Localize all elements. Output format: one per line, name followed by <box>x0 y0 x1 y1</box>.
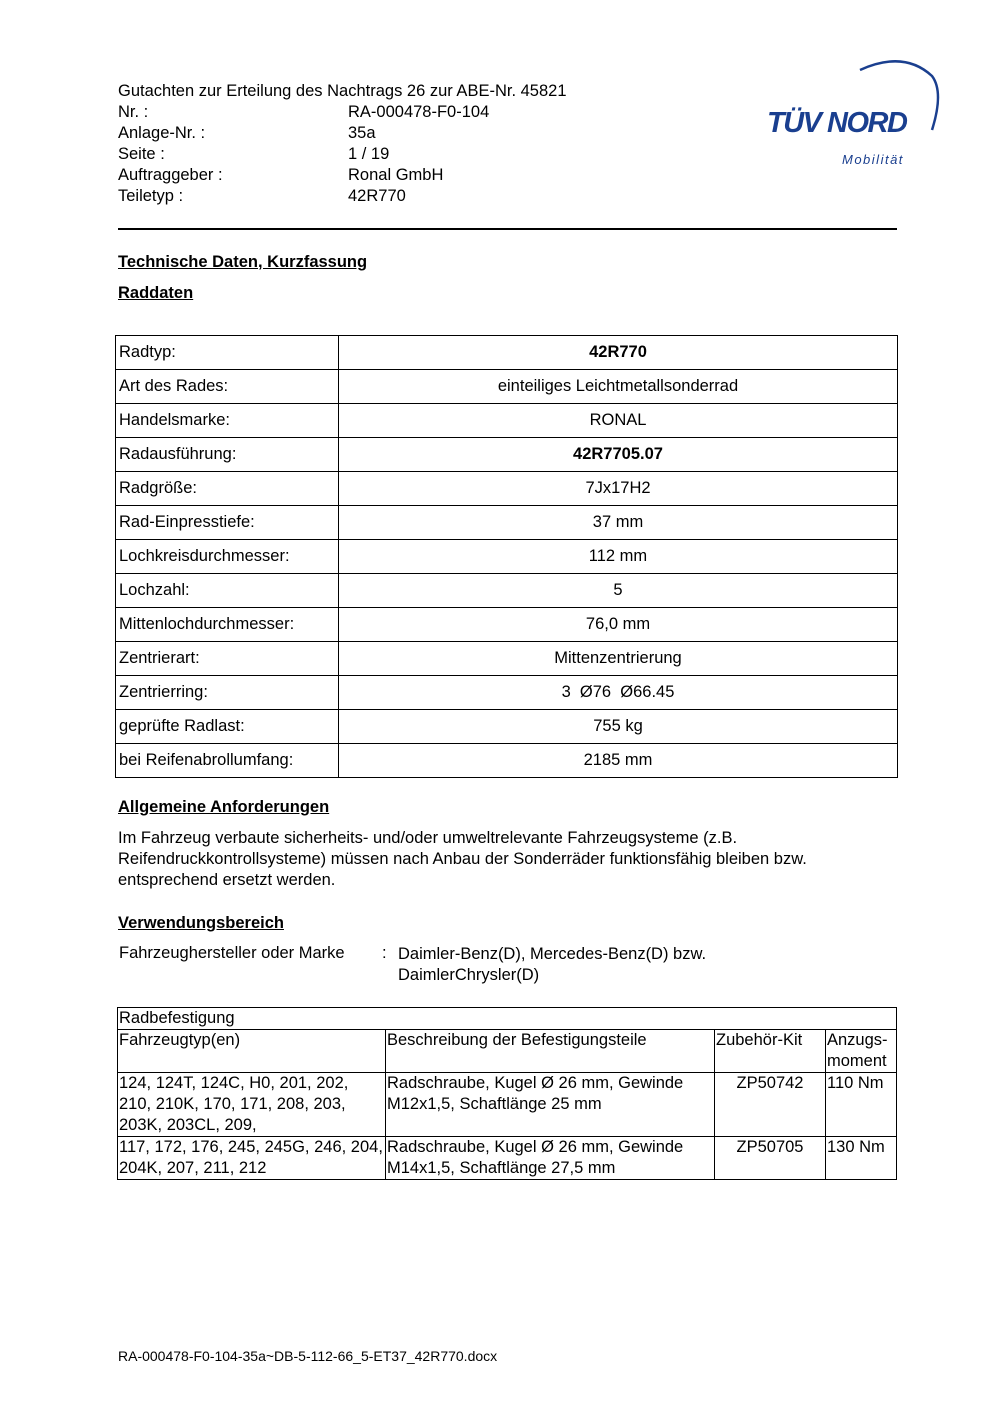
row-value: 755 kg <box>339 710 898 744</box>
table-header-row <box>118 1030 897 1073</box>
header-row-anlage <box>118 124 376 143</box>
logo-wordmark: TÜV NORD <box>767 107 907 139</box>
header-label: Anlage-Nr. : <box>118 124 206 142</box>
row-value: 42R770 <box>339 336 898 370</box>
cell-vehicle-types: 124, 124T, 124C, H0, 201, 202, 210, 210K, 170, 171, 208, 203, 203K, 203CL, 209, <box>118 1073 386 1137</box>
row-value: 2185 mm <box>339 744 898 778</box>
cell-description: Radschraube, Kugel Ø 26 mm, Gewinde M14x1,5, Schaftlänge 27,5 mm <box>386 1137 715 1180</box>
table-row <box>116 744 898 778</box>
tuv-nord-logo <box>764 58 944 173</box>
table-row <box>116 506 898 540</box>
column-header: Beschreibung der Befestigungsteile <box>386 1030 715 1073</box>
row-value: 37 mm <box>339 506 898 540</box>
usage-label: Fahrzeughersteller oder Marke <box>119 944 345 962</box>
cell-torque: 130 Nm <box>826 1137 897 1180</box>
document-title: Gutachten zur Erteilung des Nachtrags 26 zur ABE-Nr. 45821 <box>118 82 567 100</box>
row-label: Lochzahl: <box>116 574 339 608</box>
row-label: Radausführung: <box>116 438 339 472</box>
table-row <box>116 540 898 574</box>
row-label: Art des Rades: <box>116 370 339 404</box>
table-row <box>116 642 898 676</box>
row-value: 42R7705.07 <box>339 438 898 472</box>
header-row-teiletyp <box>118 187 406 206</box>
table-row <box>116 472 898 506</box>
header-value: 35a <box>348 124 376 142</box>
table-row <box>118 1137 897 1180</box>
column-header: Fahrzeugtyp(en) <box>118 1030 386 1073</box>
allgemein-paragraph: Im Fahrzeug verbaute sicherheits- und/oder umweltrelevante Fahrzeugsysteme (z.B. Reifendruckkontrollsysteme) müssen nach Anbau der Sonderräder funktionsfähig bleiben bzw. entsprechend ersetzt werden. <box>118 829 807 889</box>
row-value: RONAL <box>339 404 898 438</box>
row-value: 3 Ø76 Ø66.45 <box>339 676 898 710</box>
footer-filename: RA-000478-F0-104-35a~DB-5-112-66_5-ET37_42R770.docx <box>118 1348 498 1364</box>
table-row <box>116 608 898 642</box>
usage-value: Daimler-Benz(D), Mercedes-Benz(D) bzw. DaimlerChrysler(D) <box>398 945 707 984</box>
row-value: 7Jx17H2 <box>339 472 898 506</box>
row-label: Zentrierring: <box>116 676 339 710</box>
fastening-table <box>117 1007 897 1180</box>
fastening-title: Radbefestigung <box>118 1008 897 1030</box>
table-row <box>116 438 898 472</box>
header-value: Ronal GmbH <box>348 166 444 184</box>
table-row <box>116 404 898 438</box>
row-label: Radtyp: <box>116 336 339 370</box>
section-allgemein-heading: Allgemeine Anforderungen <box>118 798 330 816</box>
section-verwendung-heading: Verwendungsbereich <box>118 914 284 932</box>
header-row-seite <box>118 145 389 164</box>
table-row <box>116 336 898 370</box>
header-label: Nr. : <box>118 103 149 121</box>
table-row <box>118 1073 897 1137</box>
header-value: 42R770 <box>348 187 406 205</box>
column-header: Zubehör-Kit <box>715 1030 826 1073</box>
header-label: Teiletyp : <box>118 187 184 205</box>
column-header: Anzugs-moment <box>826 1030 897 1073</box>
row-label: Radgröße: <box>116 472 339 506</box>
cell-description: Radschraube, Kugel Ø 26 mm, Gewinde M12x1,5, Schaftlänge 25 mm <box>386 1073 715 1137</box>
row-value: einteiliges Leichtmetallsonderrad <box>339 370 898 404</box>
usage-colon: : <box>382 944 387 962</box>
row-label: Mittenlochdurchmesser: <box>116 608 339 642</box>
section-raddaten-heading: Raddaten <box>118 284 194 302</box>
header-divider <box>118 228 897 230</box>
header-row-nr <box>118 103 489 122</box>
table-row <box>116 676 898 710</box>
cell-kit: ZP50742 <box>715 1073 826 1137</box>
row-value: 76,0 mm <box>339 608 898 642</box>
cell-torque: 110 Nm <box>826 1073 897 1137</box>
logo-subtitle: Mobilität <box>842 152 904 167</box>
table-row <box>116 370 898 404</box>
row-label: bei Reifenabrollumfang: <box>116 744 339 778</box>
row-value: 5 <box>339 574 898 608</box>
row-label: Handelsmarke: <box>116 404 339 438</box>
table-row <box>116 574 898 608</box>
header-value: RA-000478-F0-104 <box>348 103 490 121</box>
section-tech-heading: Technische Daten, Kurzfassung <box>118 253 368 271</box>
row-label: Lochkreisdurchmesser: <box>116 540 339 574</box>
row-value: Mittenzentrierung <box>339 642 898 676</box>
table-row <box>116 710 898 744</box>
cell-kit: ZP50705 <box>715 1137 826 1180</box>
header-label: Auftraggeber : <box>118 166 223 184</box>
wheel-data-table <box>115 335 898 778</box>
header-label: Seite : <box>118 145 165 163</box>
row-label: Zentrierart: <box>116 642 339 676</box>
header-value: 1 / 19 <box>348 145 390 163</box>
row-label: Rad-Einpresstiefe: <box>116 506 339 540</box>
header-row-auftraggeber <box>118 166 443 185</box>
cell-vehicle-types: 117, 172, 176, 245, 245G, 246, 204, 204K, 207, 211, 212 <box>118 1137 386 1180</box>
row-value: 112 mm <box>339 540 898 574</box>
table-title-row <box>118 1008 897 1030</box>
row-label: geprüfte Radlast: <box>116 710 339 744</box>
